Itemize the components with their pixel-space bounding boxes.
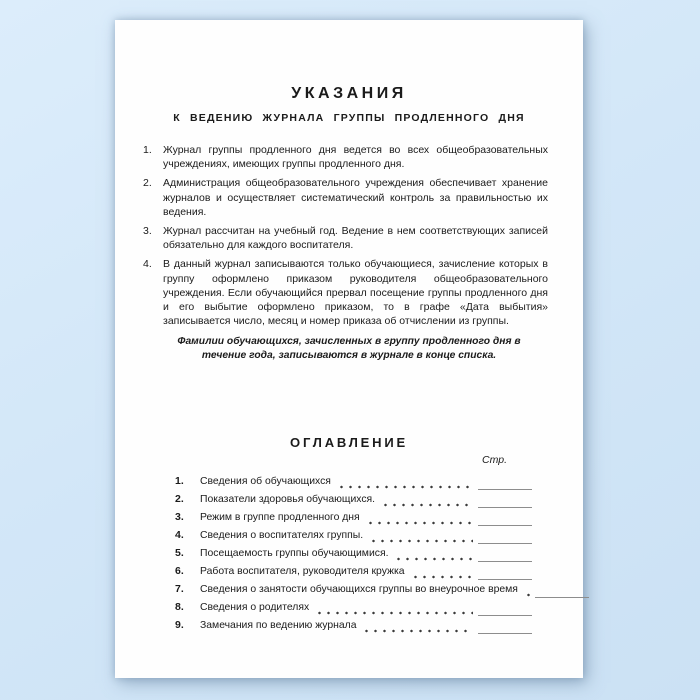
toc-item-number: 3. xyxy=(175,511,184,524)
note-text: Фамилии обучающихся, зачисленных в группу продленного дня в течение года, записываются в журнале в конце списка. xyxy=(177,336,521,362)
toc-item-number: 4. xyxy=(175,529,184,542)
page-number-line xyxy=(535,597,589,598)
toc-item-number: 6. xyxy=(175,565,184,578)
dot-leader xyxy=(524,593,530,597)
toc-item-label: Показатели здоровья обучающихся. xyxy=(200,494,376,506)
toc-item-label: Сведения о родителях xyxy=(200,602,310,614)
toc-row xyxy=(175,511,532,529)
toc-item-label: Работа воспитателя, руководителя кружка xyxy=(200,566,405,578)
instructions-list xyxy=(143,143,548,328)
toc-item-label: Сведения об обучающихся xyxy=(200,476,331,488)
dot-leader xyxy=(381,503,473,507)
page-number-line xyxy=(478,543,532,544)
toc-item-number: 2. xyxy=(175,493,184,506)
dot-leader xyxy=(369,539,473,543)
dot-leader xyxy=(362,629,473,633)
toc-item-label: Режим в группе продленного дня xyxy=(200,512,360,524)
page-number-line xyxy=(478,507,532,508)
toc-row xyxy=(175,529,532,547)
toc-item-number: 7. xyxy=(175,583,184,596)
toc-item-number: 9. xyxy=(175,619,184,632)
toc-heading: ОГЛАВЛЕНИЕ xyxy=(290,435,408,451)
toc-row xyxy=(175,601,532,619)
page-number-line xyxy=(478,489,532,490)
toc-row xyxy=(175,547,532,565)
instruction-item xyxy=(143,176,548,219)
instruction-number: 2. xyxy=(143,177,152,190)
toc-list xyxy=(175,475,532,637)
toc-item-number: 1. xyxy=(175,475,184,488)
toc-item-number: 5. xyxy=(175,547,184,560)
dot-leader xyxy=(411,575,473,579)
toc-row xyxy=(175,565,532,583)
instruction-item xyxy=(143,143,548,171)
page-title: УКАЗАНИЯ xyxy=(291,85,407,102)
instruction-number: 4. xyxy=(143,258,152,271)
toc-item-label: Замечания по ведению журнала xyxy=(200,620,357,632)
document-page xyxy=(115,20,583,678)
toc-row xyxy=(175,493,532,511)
dot-leader xyxy=(366,521,473,525)
dot-leader xyxy=(394,557,473,561)
page-number-line xyxy=(478,525,532,526)
instruction-text: В данный журнал записываются только обучающиеся, зачисление которых в группу оформлено приказом руководителя общеобразовательного учреждения. Если обучающийся прервал посещение группы продленного дня и его выбытие оформлено приказом, то в графе «Дата выбытия» записывается число, месяц и номер приказа об отчислении из группы. xyxy=(163,258,548,328)
toc-item-label: Сведения о воспитателях группы. xyxy=(200,530,364,542)
instruction-text: Журнал группы продленного дня ведется во всех общеобразовательных учреждениях, имеющих группы продленного дня. xyxy=(163,144,548,171)
page-number-line xyxy=(478,561,532,562)
toc-page-column-label: Стр. xyxy=(482,454,507,467)
toc-row xyxy=(175,475,532,493)
toc-row xyxy=(175,583,532,601)
toc-row xyxy=(175,619,532,637)
instruction-number: 1. xyxy=(143,144,152,156)
toc-item-label: Сведения о занятости обучающихся группы во внеурочное время xyxy=(200,584,518,596)
page-number-line xyxy=(478,579,532,580)
page-subtitle: К ВЕДЕНИЮ ЖУРНАЛА ГРУППЫ ПРОДЛЕННОГО ДНЯ xyxy=(173,112,525,124)
dot-leader xyxy=(315,611,473,615)
page-number-line xyxy=(478,615,532,616)
instruction-text: Журнал рассчитан на учебный год. Ведение в нем соответствующих записей обязательно для каждого воспитателя. xyxy=(163,225,548,252)
page-number-line xyxy=(478,633,532,634)
toc-item-label: Посещаемость группы обучающимися. xyxy=(200,548,389,560)
instruction-item xyxy=(143,257,548,328)
toc-item-number: 8. xyxy=(175,601,184,614)
dot-leader xyxy=(337,485,473,489)
instruction-item xyxy=(143,224,548,252)
instruction-number: 3. xyxy=(143,225,152,238)
instruction-text: Администрация общеобразовательного учреждения обеспечивает хранение журналов и осуществляет систематический контроль за правильностью их ведения. xyxy=(163,177,548,218)
